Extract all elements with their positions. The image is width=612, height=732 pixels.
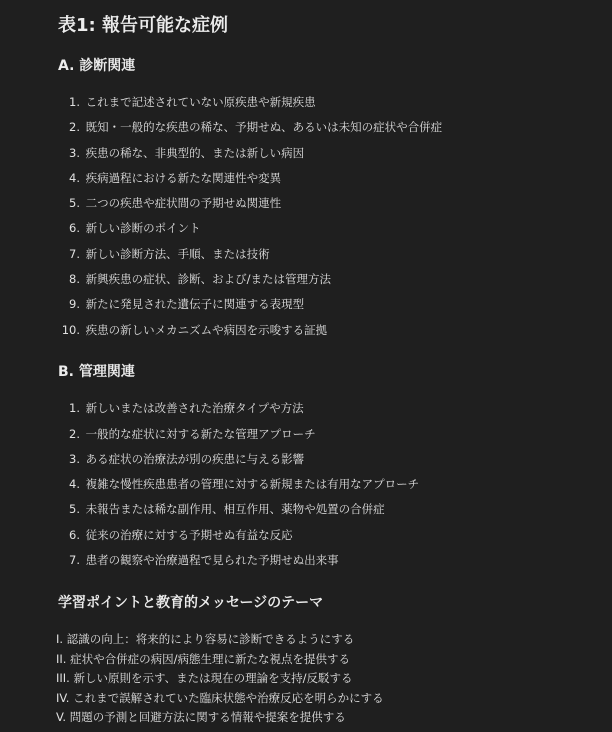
section-a-item-3 xyxy=(60,146,304,160)
table-title: 表1: 報告可能な症例 xyxy=(58,15,228,36)
item-text: 二つの疾患や症状間の予期せぬ関連性 xyxy=(85,196,282,210)
item-text: 未報告または稀な副作用、相互作用、薬物や処置の合併症 xyxy=(85,502,385,516)
item-number: 5. xyxy=(69,196,80,210)
theme-item-2: II. 症状や合併症の病因/病態生理に新たな視点を提供する xyxy=(56,652,350,666)
item-number: 4. xyxy=(69,171,80,185)
item-number: 10. xyxy=(61,323,80,337)
section-a-item-4 xyxy=(60,171,281,185)
item-number: 3. xyxy=(69,452,80,466)
item-text: 疾患の新しいメカニズムや病因を示唆する証拠 xyxy=(85,323,328,337)
section-a-item-2 xyxy=(60,120,442,134)
section-b-item-7 xyxy=(60,553,339,567)
item-number: 8. xyxy=(69,272,80,286)
item-text: 患者の観察や治療過程で見られた予期せぬ出来事 xyxy=(85,553,339,567)
section-b-item-2 xyxy=(60,427,316,441)
item-text: 新興疾患の症状、診断、および/または管理方法 xyxy=(85,272,332,286)
item-text: ある症状の治療法が別の疾患に与える影響 xyxy=(85,452,305,466)
item-text: 一般的な症状に対する新たな管理アプローチ xyxy=(85,427,316,441)
item-text: 疾病過程における新たな関連性や変異 xyxy=(85,171,282,185)
theme-item-5: V. 問題の予測と回避方法に関する情報や提案を提供する xyxy=(56,710,346,724)
section-b-item-5 xyxy=(60,502,385,516)
section-a-item-6 xyxy=(60,221,201,235)
section-a-item-5 xyxy=(60,196,281,210)
item-number: 1. xyxy=(69,401,80,415)
item-text: 複雑な慢性疾患患者の管理に対する新規または有用なアプローチ xyxy=(85,477,420,491)
theme-item-4: IV. これまで誤解されていた臨床状態や治療反応を明らかにする xyxy=(56,691,384,705)
item-number: 1. xyxy=(69,95,80,109)
section-a-item-1 xyxy=(60,95,316,109)
theme-item-1: I. 認識の向上：将来的により容易に診断できるようにする xyxy=(56,632,355,646)
item-number: 5. xyxy=(69,502,80,516)
item-number: 9. xyxy=(69,297,80,311)
item-number: 6. xyxy=(69,221,80,235)
section-b-item-4 xyxy=(60,477,419,491)
section-a-item-9 xyxy=(60,297,304,311)
item-number: 6. xyxy=(69,528,80,542)
theme-item-3: III. 新しい原則を示す、または現在の理論を支持/反駁する xyxy=(56,671,353,685)
item-text: これまで記述されていない原疾患や新規疾患 xyxy=(85,95,316,109)
item-text: 新しい診断のポイント xyxy=(85,221,201,235)
item-text: 新しいまたは改善された治療タイプや方法 xyxy=(85,401,304,415)
item-number: 4. xyxy=(69,477,80,491)
section-b-item-1 xyxy=(60,401,304,415)
section-a-item-8 xyxy=(60,272,331,286)
section-b-item-3 xyxy=(60,452,304,466)
section-a-item-10 xyxy=(60,323,327,337)
item-number: 7. xyxy=(69,553,80,567)
section-c-heading: 学習ポイントと教育的メッセージのテーマ xyxy=(58,595,324,611)
section-a-heading: A. 診断関連 xyxy=(58,58,136,74)
item-text: 新たに発見された遺伝子に関連する表現型 xyxy=(85,297,305,311)
item-number: 2. xyxy=(69,427,80,441)
item-text: 従来の治療に対する予期せぬ有益な反応 xyxy=(85,528,293,542)
item-text: 既知・一般的な疾患の稀な、予期せぬ、あるいは未知の症状や合併症 xyxy=(85,120,443,134)
section-b-heading: B. 管理関連 xyxy=(58,364,135,380)
item-number: 7. xyxy=(69,247,80,261)
section-a-item-7 xyxy=(60,247,270,261)
item-number: 2. xyxy=(69,120,80,134)
item-text: 疾患の稀な、非典型的、または新しい病因 xyxy=(85,146,305,160)
item-text: 新しい診断方法、手順、または技術 xyxy=(85,247,270,261)
section-b-item-6 xyxy=(60,528,293,542)
item-number: 3. xyxy=(69,146,80,160)
